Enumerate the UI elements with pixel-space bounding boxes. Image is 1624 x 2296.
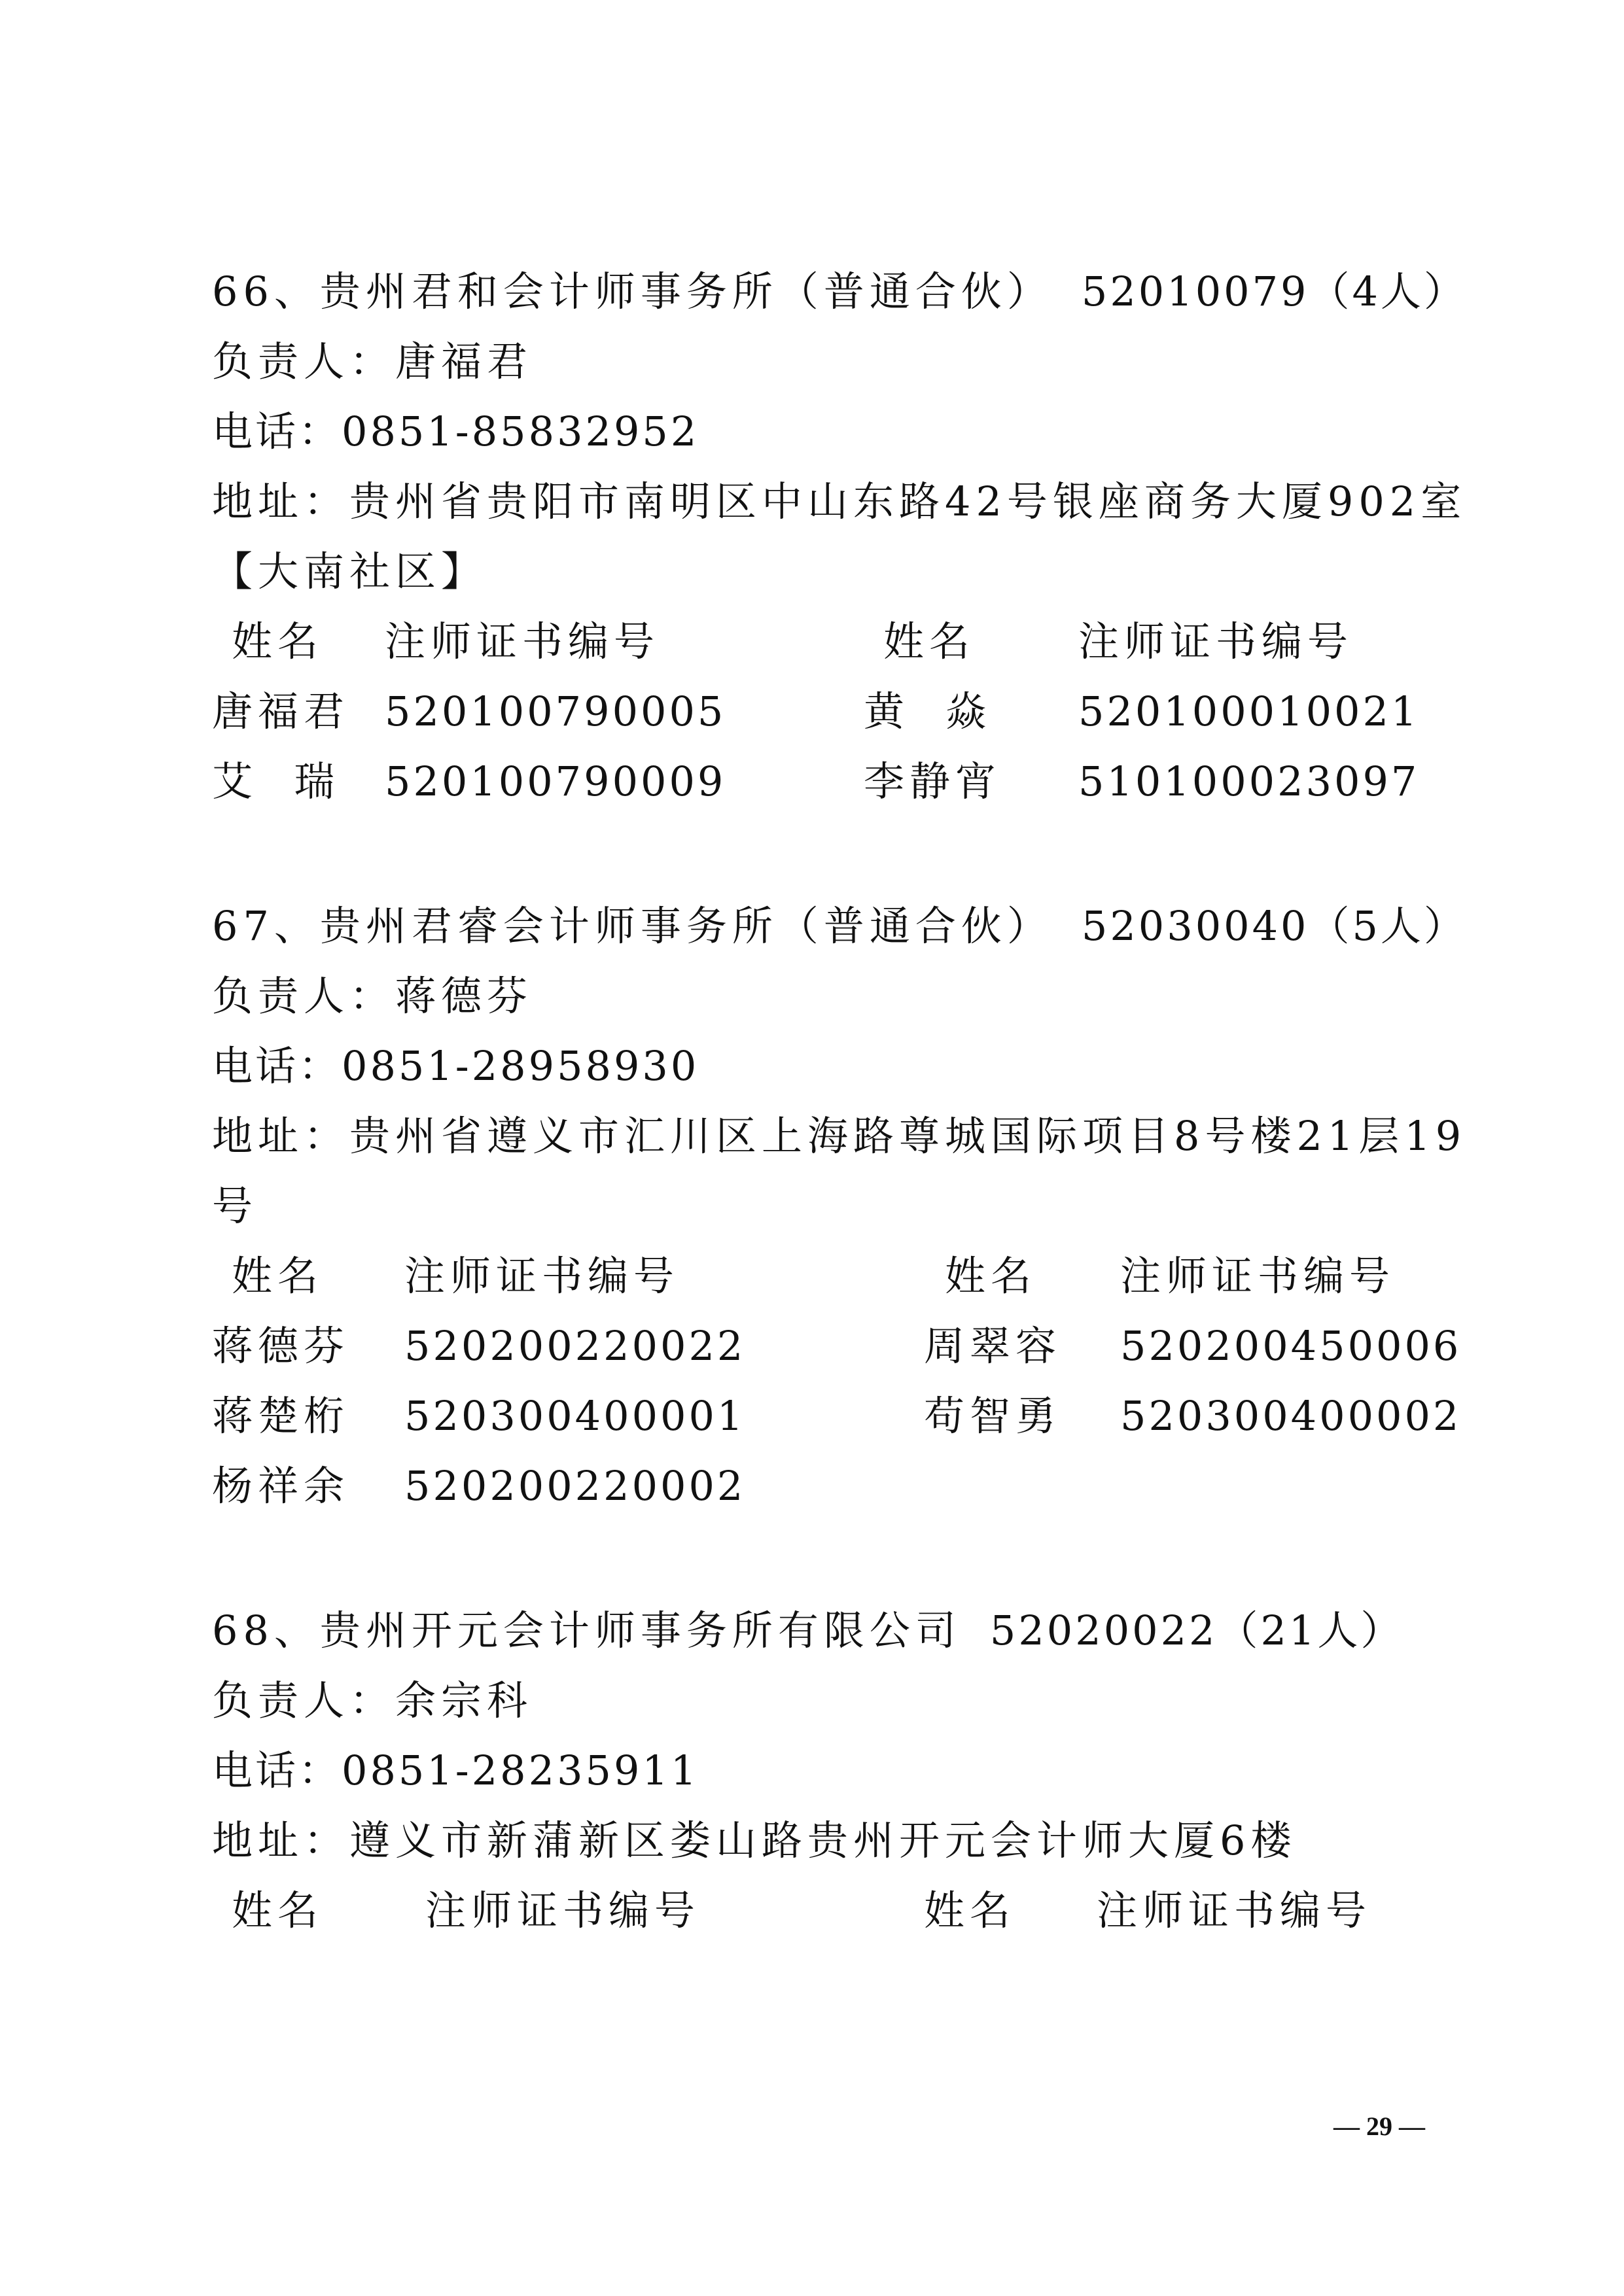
col-header-cert: 注师证书编号 xyxy=(385,617,660,665)
firm-code-count: 52010079（4人） xyxy=(1081,268,1467,315)
cpa-cert-number: 520100790009 xyxy=(385,757,726,805)
firm-name: 67、贵州君睿会计师事务所（普通合伙） xyxy=(212,902,1053,950)
col-header-name: 姓名 xyxy=(232,1887,324,1934)
col-header-name: 姓名 xyxy=(883,617,976,665)
cpa-name: 苟智勇 xyxy=(924,1392,1062,1440)
cpa-name: 周翠容 xyxy=(924,1322,1062,1370)
firm-code-count: 52020022（21人） xyxy=(989,1607,1404,1654)
page-number: — 29 — xyxy=(1333,2112,1425,2141)
firm-header xyxy=(212,900,1467,952)
cpa-name: 艾 瑞 xyxy=(212,757,340,805)
cpa-name: 蒋楚桁 xyxy=(212,1392,350,1440)
col-header-cert: 注师证书编号 xyxy=(404,1252,680,1300)
cpa-cert-number: 520300400002 xyxy=(1120,1392,1462,1440)
firm-address: 地址：贵州省贵阳市南明区中山东路42号银座商务大厦902室 xyxy=(212,478,1467,525)
col-header-cert: 注师证书编号 xyxy=(1078,617,1354,665)
firm-phone: 电话：0851-28235911 xyxy=(212,1747,699,1794)
cpa-cert-number: 520100790005 xyxy=(385,687,726,735)
firm-head-person: 负责人：蒋德芬 xyxy=(212,972,533,1020)
col-header-name: 姓名 xyxy=(945,1252,1037,1300)
firm-header xyxy=(212,266,1467,318)
firm-name: 68、贵州开元会计师事务所有限公司 xyxy=(212,1607,961,1654)
col-header-cert: 注师证书编号 xyxy=(1097,1887,1372,1934)
firm-address: 地址：贵州省遵义市汇川区上海路尊城国际项目8号楼21层19 xyxy=(212,1112,1467,1160)
firm-phone: 电话：0851-85832952 xyxy=(212,408,699,455)
firm-address-cont: 【大南社区】 xyxy=(212,548,487,595)
cpa-cert-number: 520200450006 xyxy=(1120,1322,1462,1370)
cpa-name: 唐福君 xyxy=(212,687,350,735)
cpa-name: 黄 焱 xyxy=(864,687,992,735)
cpa-cert-number: 520200220022 xyxy=(404,1322,746,1370)
col-header-name: 姓名 xyxy=(232,1252,324,1300)
col-header-name: 姓名 xyxy=(232,617,324,665)
firm-address: 地址：遵义市新蒲新区娄山路贵州开元会计师大厦6楼 xyxy=(212,1817,1297,1864)
col-header-cert: 注师证书编号 xyxy=(1120,1252,1396,1300)
firm-head-person: 负责人：唐福君 xyxy=(212,338,533,385)
firm-name: 66、贵州君和会计师事务所（普通合伙） xyxy=(212,268,1053,315)
firm-header xyxy=(212,1605,1403,1657)
firm-phone: 电话：0851-28958930 xyxy=(212,1042,699,1090)
cpa-cert-number: 520200220002 xyxy=(404,1462,746,1510)
cpa-cert-number: 520300400001 xyxy=(404,1392,746,1440)
firm-address-cont: 号 xyxy=(212,1182,258,1230)
cpa-name: 杨祥余 xyxy=(212,1462,350,1510)
col-header-cert: 注师证书编号 xyxy=(425,1887,701,1934)
firm-head-person: 负责人：余宗科 xyxy=(212,1677,533,1724)
cpa-name: 蒋德芬 xyxy=(212,1322,350,1370)
cpa-name: 李静宵 xyxy=(864,757,1002,805)
firm-code-count: 52030040（5人） xyxy=(1081,902,1467,950)
col-header-name: 姓名 xyxy=(924,1887,1016,1934)
cpa-cert-number: 520100010021 xyxy=(1078,687,1420,735)
cpa-cert-number: 510100023097 xyxy=(1078,757,1420,805)
